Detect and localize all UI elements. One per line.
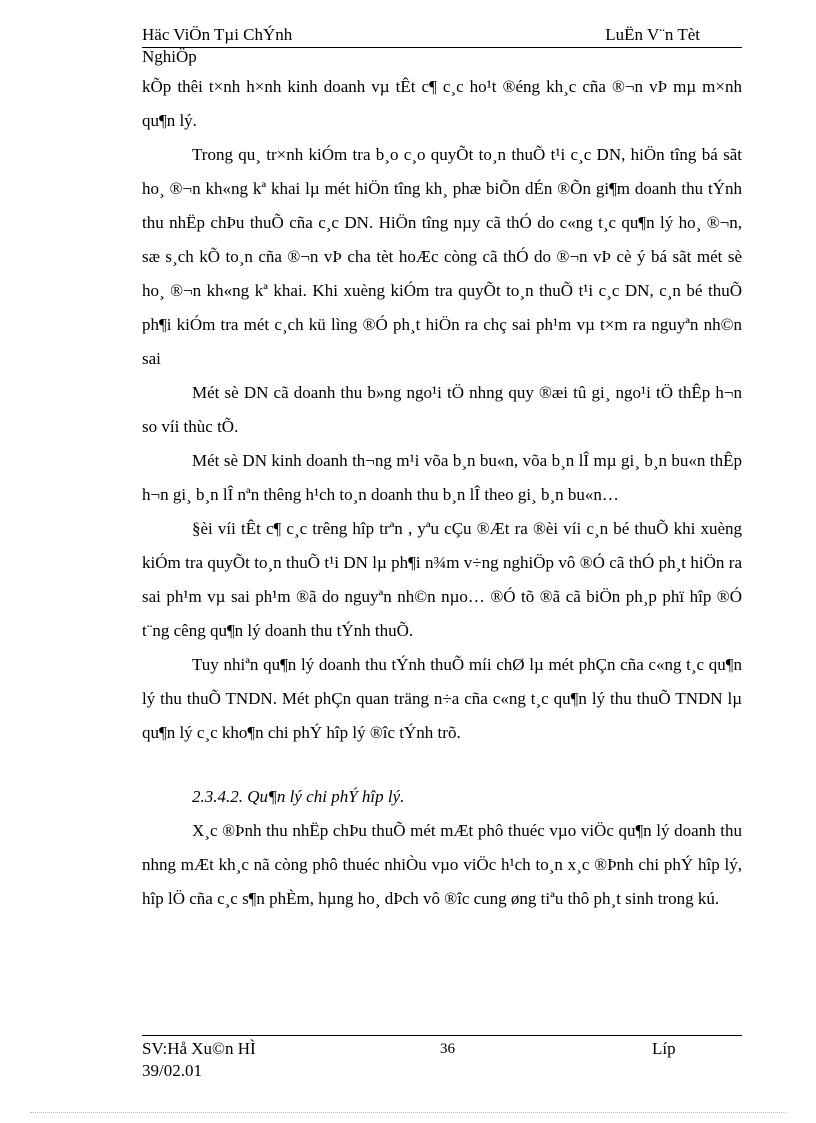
header-rule	[142, 47, 742, 48]
paragraph: Mét sè DN cã doanh thu b»ng ngo¹i tÖ nhng quy ®æi tû gi¸ ngo¹i tÖ thÊp h¬n so víi thùc tÕ.	[142, 383, 742, 436]
page-header	[142, 24, 742, 68]
paragraph: §èi víi tÊt c¶ c¸c trêng hîp trªn , yªu cÇu ®Æt ra ®èi víi c¸n bé thuÕ khi xuèng kiÓm tra quyÕt to¸n thuÕ t¹i DN lµ ph¶i n¾m v÷ng nghiÖp vô ®Ó cã thÓ ph¸t hiÖn ra sai ph¹m vµ sai ph¹m ®ã do nguyªn nh©n nµo… ®Ó tõ ®ã cã biÖn ph¸p phï hîp ®Ó t¨ng cêng qu¶n lý doanh thu tÝnh thuÕ.	[142, 519, 742, 640]
footer-student	[142, 1038, 256, 1082]
header-continuation: NghiÖp	[142, 47, 197, 66]
footer-class: Líp	[652, 1039, 676, 1058]
footer-student-name: SV:Hå Xu©n HÌ	[142, 1039, 256, 1058]
section-subheading: 2.3.4.2. Qu¶n lý chi phÝ hîp lý.	[192, 787, 405, 806]
footer-student-id: 39/02.01	[142, 1061, 202, 1080]
page-bottom-border	[30, 1112, 786, 1113]
paragraph: Trong qu¸ tr×nh kiÓm tra b¸o c¸o quyÕt to¸n thuÕ t¹i c¸c DN, hiÖn tîng bá sãt ho¸ ®¬n kh«ng kª khai lµ mét hiÖn tîng kh¸ phæ biÕn dÉn ®Õn gi¶m doanh thu tÝnh thu nhËp chÞu thuÕ cña c¸c DN. HiÖn tîng nµy cã thÓ do c«ng t¸c qu¶n lý ho¸ ®¬n, sæ s¸ch kÕ to¸n cña ®¬n vÞ cha tèt hoÆc còng cã thÓ do ®¬n vÞ cè ý bá sãt mét sè ho¸ ®¬n kh«ng kª khai. Khi xuèng kiÓm tra quyÕt to¸n thuÕ t¹i c¸c DN, c¸n bé thuÕ ph¶i kiÓm tra mét c¸ch kü lìng ®Ó ph¸t hiÖn ra chç sai ph¹m vµ t×m ra nguyªn nh©n sai	[142, 145, 742, 368]
body-text	[142, 70, 742, 916]
header-thesis-title: LuËn V¨n Tèt	[605, 25, 700, 44]
footer-rule	[142, 1035, 742, 1036]
paragraph: X¸c ®Þnh thu nhËp chÞu thuÕ mét mÆt phô thuéc vµo viÖc qu¶n lý doanh thu nhng mÆt kh¸c nã còng phô thuéc nhiÒu vµo viÖc h¹ch to¸n x¸c ®Þnh chi phÝ hîp lý, hîp lÖ cña c¸c s¶n phÈm, hµng ho¸ dÞch vô ®îc cung øng tiªu thô ph¸t sinh trong kú.	[142, 821, 742, 908]
paragraph: kÕp thêi t×nh h×nh kinh doanh vµ tÊt c¶ c¸c ho¹t ®éng kh¸c cña ®¬n vÞ mµ m×nh qu¶n lý.	[142, 77, 742, 130]
page-number: 36	[440, 1041, 455, 1057]
paragraph: Mét sè DN kinh doanh th¬ng m¹i võa b¸n bu«n, võa b¸n lÎ mµ gi¸ b¸n bu«n thÊp h¬n gi¸ b¸n lÎ nªn thêng h¹ch to¸n doanh thu b¸n lÎ theo gi¸ b¸n bu«n…	[142, 451, 742, 504]
paragraph: Tuy nhiªn qu¶n lý doanh thu tÝnh thuÕ míi chØ lµ mét phÇn cña c«ng t¸c qu¶n lý thu thuÕ TNDN. Mét phÇn quan träng n÷a cña c«ng t¸c qu¶n lý thu thuÕ TNDN lµ qu¶n lý c¸c kho¶n chi phÝ hîp lý ®îc tÝnh trõ.	[142, 655, 742, 742]
header-institution: Häc ViÖn Tµi ChÝnh	[142, 25, 293, 44]
